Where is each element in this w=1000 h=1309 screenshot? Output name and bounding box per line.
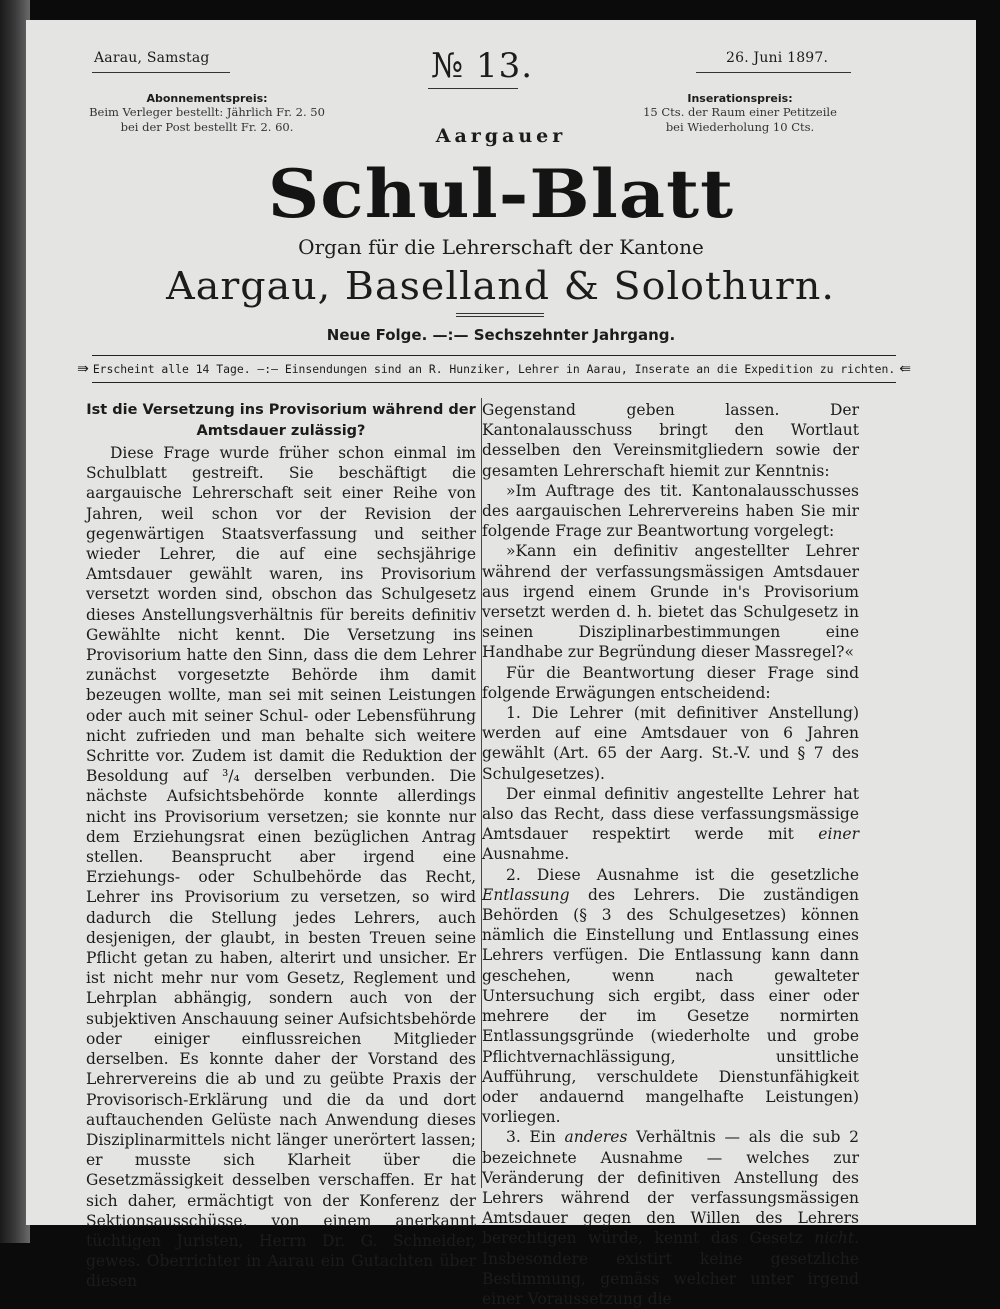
masthead-title: Schul-Blatt [267,155,735,233]
article-paragraph: Für die Beantwortung dieser Frage sind folgende Erwägungen entscheidend: [482,663,859,702]
place-date: Aarau, Samstag [94,50,210,66]
article-paragraph: »Kann ein definitiv angestellter Lehrer während der verfassungsmässigen Amtsdauer aus irgend einem Grunde in's Provisorium versetzt werden d. h. bietet das Schulgesetz in seinen Disziplinarbestimmungen eine Handhabe zur Begründung dieser Massregel?« [482,542,859,662]
article-paragraph [482,865,859,1128]
text-run: Verhältnis — als die sub 2 bezeichnete Ausnahme — welches zur Veränderung der definitiven Anstellung des Lehrers während der verfassungsmässigen Amtsdauer gegen den Willen des Lehrers berechtigen würde, kennt das Gesetz [482,1128,859,1248]
text-run: Der einmal definitiv angestellte Lehrer hat also das Recht, dass diese verfassungsmässige Amtsdauer respektirt werde mit [482,784,859,844]
advertising-line-2: bei Wiederholung 10 Cts. [665,120,815,134]
issue-number: № 13. [431,46,534,86]
text-run: des Lehrers. Die zuständigen Behörden (§ 3 des Schulgesetzes) können nämlich die Einstellung und Entlassung eines Lehrers verfügen. Die Entlassung kann dann geschehen, wenn nach gewalteter Untersuchung sich ergibt, dass einer oder mehrere der im Gesetze normirten Entlassungsgründe (wiederholte und grobe Pflichtvernachlässigung, unsittliche Aufführung, verschuldete Dienstunfähigkeit oder andauernd mangelhafte Leistungen) vorliegen. [482,885,859,1127]
emphasis: Entlassung [482,885,570,904]
masthead-regions: Aargau, Baselland & Solothurn. [166,264,836,308]
article-paragraph: Gegenstand geben lassen. Der Kantonalausschuss bringt den Wortlaut desselben den Vereinsmitgliedern sowie der gesamten Lehrerschaft hiemit zur Kenntnis: [482,401,859,480]
text-run: Ausnahme. [482,845,570,864]
left-column [86,400,476,1292]
masthead-double-rule-top [456,313,544,314]
emphasis: einer [818,825,859,844]
subscription-line-2: bei der Post bestellt Fr. 2. 60. [120,120,294,134]
article-paragraph: Diese Frage wurde früher schon einmal im Schulblatt gestreift. Sie beschäftigt die aargauische Lehrerschaft seit einer Reihe von Jahren, weil schon vor der Revision der gegenwärtigen Staatsverfassung und seither wieder Lehrer, die auf eine sechsjährige Amtsdauer gewählt waren, ins Provisorium versetzt worden sind, obschon das Schulgesetz dieses Anstellungsverhältnis für bereits definitiv Gewählte nicht kennt. Die Versetzung ins Provisorium hatte den Sinn, dass die dem Lehrer zunächst vorgesetzte Behörde ihm damit bezeugen wollte, man sei mit seinen Leistungen oder auch mit seiner Schul- oder Lebensführung nicht zufrieden und man behalte sich weitere Schritte vor. Zudem ist damit die Reduktion der Besoldung auf ³/₄ derselben verbunden. Die nächste Aufsichtsbehörde konnte allerdings nicht ins Provisorium versetzen; sie konnte nur dem Erziehungsrat einen bezüglichen Antrag stellen. Beansprucht aber irgend eine Erziehungs- oder Schulbehörde das Recht, Lehrer ins Provisorium zu versetzen, so wird dadurch die Stellung jedes Lehrers, auch desjenigen, der glaubt, in besten Treuen seine Pflicht getan zu haben, alterirt und unsicher. Er ist nicht mehr nur vom Gesetz, Reglement und Lehrplan abhängig, sondern auch von der subjektiven Anschauung seiner Aufsichtsbehörde oder einiger einflussreichen Mitglieder derselben. Es konnte daher der Vorstand des Lehrervereins die ab und zu geübte Praxis der Provisorisch-Erklärung und die da und dort auftauchenden Gelüste nach Anwendung dieses Disziplinarmittels nicht länger unerörtert lassen; er musste sich Klarheit über die Gesetzmässigkeit desselben verschaffen. Er hat sich daher, ermächtigt von der Konferenz der Sektionsausschüsse, von einem anerkannt tüchtigen Juristen, Herrn Dr. G. Schneider, gewes. Oberrichter in Aarau ein Gutachten über diesen [86,444,476,1291]
arrow-right-icon: ⇛ [77,361,89,377]
right-column [482,400,859,1309]
text-run: 3. Ein [506,1128,556,1147]
text-run: Insbesondere existirt keine gesetzliche Bestimmung, gemäss welcher unter irgend einer Voraussetzung die [482,1249,859,1308]
masthead-double-rule-bottom [456,316,544,317]
masthead-organ: Organ für die Lehrerschaft der Kantone [298,235,704,259]
article-title-line-2: Amtsdauer zulässig? [196,423,366,439]
emphasis: anderes [564,1128,628,1147]
masthead-pre: Aargauer [435,125,567,147]
article-title-line-1: Ist die Versetzung ins Provisorium während der [86,402,476,418]
newspaper-page [26,20,976,1308]
article-title [86,400,476,442]
article-paragraph [482,784,859,865]
issue-date: 26. Juni 1897. [726,50,829,66]
publication-banner [77,355,911,383]
advertising-title: Inserationspreis: [687,92,793,105]
emphasis: nicht. [814,1229,859,1248]
banner-text: Erscheint alle 14 Tage. —:— Einsendungen sind an R. Hunziker, Lehrer in Aarau, Inserate an die Expedition zu richten. [92,362,896,376]
place-date-rule [92,72,230,73]
subscription-title: Abonnementspreis: [146,92,268,105]
article-paragraph: »Im Auftrage des tit. Kantonalausschusses des aargauischen Lehrervereins haben Sie mir folgende Frage zur Beantwortung vorgelegt: [482,481,859,541]
article-paragraph [482,1127,859,1309]
article-paragraph: 1. Die Lehrer (mit definitiver Anstellung) werden auf eine Amtsdauer von 6 Jahren gewählt (Art. 65 der Aarg. St.-V. und § 7 des Schulgesetzes). [482,704,859,783]
issue-number-rule [428,88,518,89]
masthead-folge: Neue Folge. —:— Sechszehnter Jahrgang. [326,326,676,344]
issue-date-rule [696,72,851,73]
text-run: 2. Diese Ausnahme ist die gesetzliche [506,865,859,884]
advertising-line-1: 15 Cts. der Raum einer Petitzeile [643,105,837,119]
subscription-line-1: Beim Verleger bestellt: Jährlich Fr. 2. 50 [89,105,325,119]
arrow-left-icon: ⇚ [899,361,911,377]
